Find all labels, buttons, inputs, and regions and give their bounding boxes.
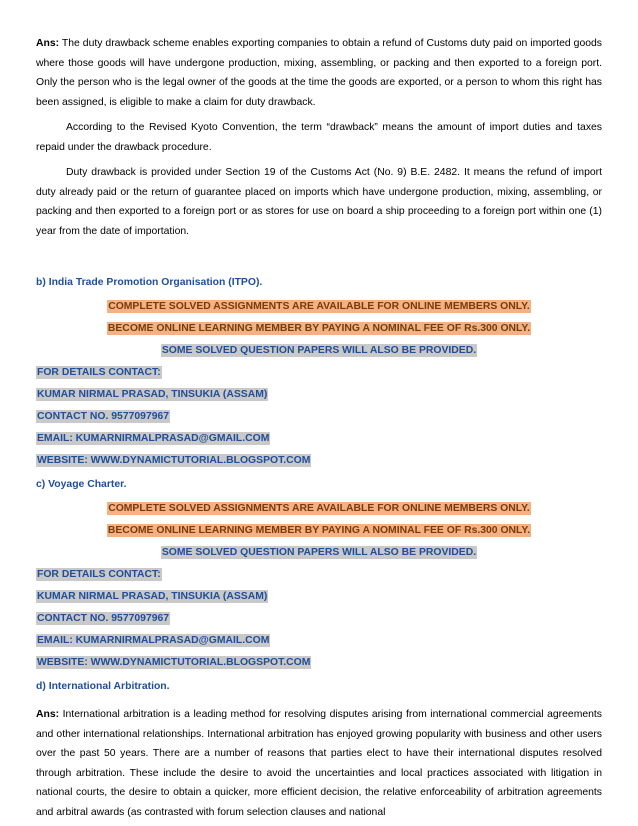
arbitration-text: International arbitration is a leading method for resolving disputes arising from international commercial agreements and other international relationships. International arbitration has enjoyed growing popularity with business and other users over the past 50 years. There are a number of reasons that parties elect to have their international disputes resolved through arbitration. These include the desire to avoid the uncertainties and local practices associated with litigation in national courts, the desire to obtain a quicker, more efficient decision, the relative enforceability of arbitration agreements and arbitral awards (as contrasted with forum selection clauses and national	[36, 709, 602, 818]
contact-heading: FOR DETAILS CONTACT:	[37, 569, 161, 580]
promo-line-assignments: COMPLETE SOLVED ASSIGNMENTS ARE AVAILABLE FOR ONLINE MEMBERS ONLY.	[108, 503, 530, 514]
contact-website[interactable]: WEBSITE: WWW.DYNAMICTUTORIAL.BLOGSPOT.COM	[37, 455, 311, 466]
promo-block-2	[36, 499, 602, 563]
section-d-title: d) International Arbitration.	[36, 681, 170, 692]
contact-name: KUMAR NIRMAL PRASAD, TINSUKIA (ASSAM)	[37, 389, 268, 400]
contact-block-1	[36, 363, 602, 471]
contact-email[interactable]: EMAIL: KUMARNIRMALPRASAD@GMAIL.COM	[37, 635, 270, 646]
promo-line-papers: SOME SOLVED QUESTION PAPERS WILL ALSO BE PROVIDED.	[161, 345, 477, 356]
promo-line-membership: BECOME ONLINE LEARNING MEMBER BY PAYING A NOMINAL FEE OF Rs.300 ONLY.	[107, 323, 531, 334]
contact-website[interactable]: WEBSITE: WWW.DYNAMICTUTORIAL.BLOGSPOT.COM	[37, 657, 311, 668]
contact-phone: CONTACT NO. 9577097967	[37, 411, 170, 422]
section-c-title: c) Voyage Charter.	[36, 479, 127, 490]
arbitration-paragraph	[36, 705, 602, 822]
promo-line-membership: BECOME ONLINE LEARNING MEMBER BY PAYING A NOMINAL FEE OF Rs.300 ONLY.	[107, 525, 531, 536]
promo-line-papers: SOME SOLVED QUESTION PAPERS WILL ALSO BE PROVIDED.	[161, 547, 477, 558]
kyoto-paragraph: According to the Revised Kyoto Convention, the term “drawback” means the amount of import duties and taxes repaid under the drawback procedure.	[36, 122, 602, 153]
promo-block-1	[36, 297, 602, 361]
answer-label: Ans:	[36, 38, 60, 49]
document-page	[36, 34, 602, 822]
contact-phone: CONTACT NO. 9577097967	[37, 613, 170, 624]
contact-heading: FOR DETAILS CONTACT:	[37, 367, 161, 378]
answer-label: Ans:	[36, 709, 60, 720]
section-b-title: b) India Trade Promotion Organisation (ITPO).	[36, 277, 263, 288]
contact-block-2	[36, 565, 602, 673]
section19-paragraph: Duty drawback is provided under Section 19 of the Customs Act (No. 9) B.E. 2482. It means the refund of import duty already paid or the return of guarantee placed on imports which have undergone production, mixing, assembling, or packing and then exported to a foreign port or as stores for use on board a ship proceeding to a foreign port within one (1) year from the date of importation.	[36, 167, 602, 237]
contact-email[interactable]: EMAIL: KUMARNIRMALPRASAD@GMAIL.COM	[37, 433, 270, 444]
answer-paragraph-1	[36, 34, 602, 112]
promo-line-assignments: COMPLETE SOLVED ASSIGNMENTS ARE AVAILABLE FOR ONLINE MEMBERS ONLY.	[108, 301, 530, 312]
contact-name: KUMAR NIRMAL PRASAD, TINSUKIA (ASSAM)	[37, 591, 268, 602]
answer-text: The duty drawback scheme enables exporting companies to obtain a refund of Customs duty paid on imported goods where those goods will have undergone production, mixing, assembling, or packing and then exported to a foreign port. Only the person who is the legal owner of the goods at the time the goods are exported, or a person to whom this right has been assigned, is eligible to make a claim for duty drawback.	[36, 38, 602, 108]
